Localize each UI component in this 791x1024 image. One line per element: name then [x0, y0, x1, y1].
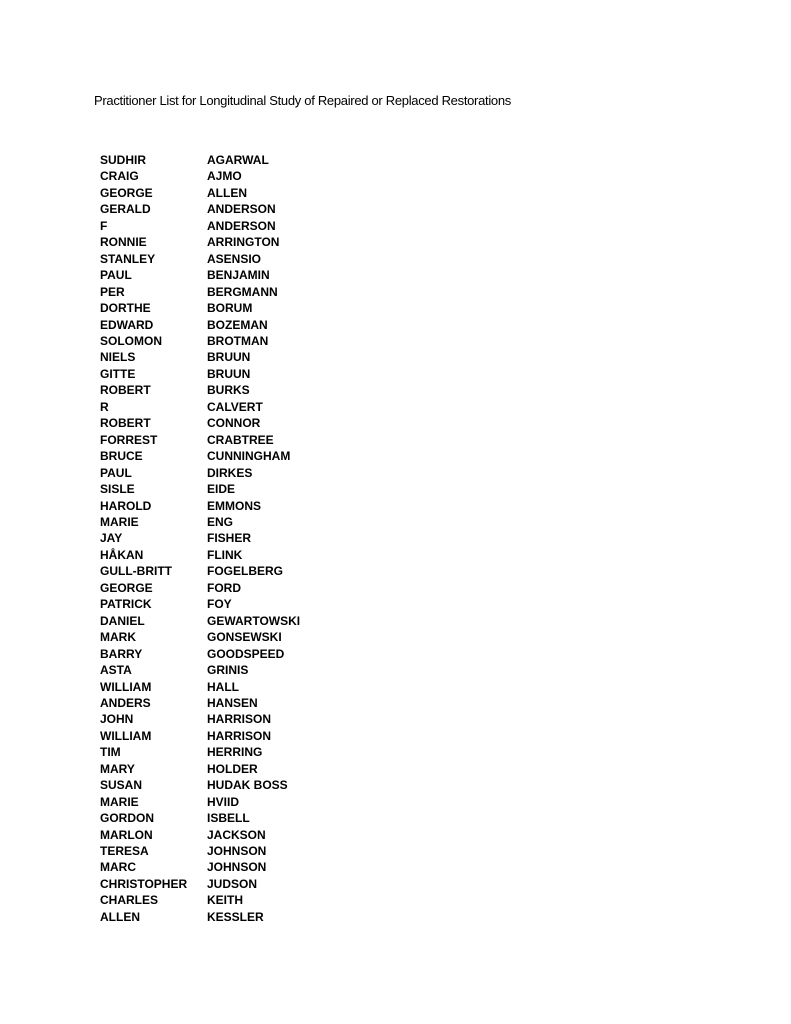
last-name-cell: ARRINGTON	[207, 235, 280, 250]
practitioner-row	[100, 415, 300, 431]
first-name-cell: MARY	[100, 761, 135, 776]
practitioner-row	[100, 267, 300, 283]
first-name-cell: DANIEL	[100, 613, 145, 628]
practitioner-row	[100, 284, 300, 300]
practitioner-row	[100, 333, 300, 349]
last-name-cell: GONSEWSKI	[207, 630, 282, 645]
last-name-cell: EIDE	[207, 482, 236, 497]
first-name-cell: BRUCE	[100, 449, 143, 464]
practitioner-row	[100, 448, 300, 464]
last-name-cell: ALLEN	[207, 185, 247, 200]
first-name-cell: BARRY	[100, 646, 143, 661]
last-name-cell: GRINIS	[207, 663, 249, 678]
last-name-cell: KEITH	[207, 893, 243, 908]
last-name-cell: ENG	[207, 514, 234, 529]
last-name-cell: KESSLER	[207, 909, 264, 924]
practitioner-row	[100, 530, 300, 546]
practitioner-row	[100, 761, 300, 777]
practitioner-row	[100, 251, 300, 267]
last-name-cell: FISHER	[207, 531, 252, 546]
first-name-cell: CHARLES	[100, 893, 159, 908]
last-name-cell: FOY	[207, 597, 232, 612]
first-name-cell: SUDHIR	[100, 153, 147, 167]
first-name-cell: PATRICK	[100, 597, 152, 612]
first-name-cell: JOHN	[100, 712, 134, 727]
practitioner-row	[100, 744, 300, 760]
practitioner-row	[100, 777, 300, 793]
last-name-cell: BOZEMAN	[207, 317, 268, 332]
first-name-cell: MARLON	[100, 827, 153, 842]
practitioner-row	[100, 810, 300, 826]
last-name-cell: FORD	[207, 580, 241, 595]
last-name-cell: BRUUN	[207, 366, 251, 381]
practitioner-row	[100, 432, 300, 448]
first-name-cell: WILLIAM	[100, 728, 152, 743]
practitioner-row	[100, 201, 300, 217]
last-name-cell: BURKS	[207, 383, 250, 398]
last-name-cell: HOLDER	[207, 761, 258, 776]
practitioner-row	[100, 728, 300, 744]
practitioner-row	[100, 234, 300, 250]
first-name-cell: ANDERS	[100, 695, 151, 710]
first-name-cell: CRAIG	[100, 169, 139, 184]
last-name-cell: HUDAK BOSS	[207, 778, 288, 793]
practitioner-row	[100, 679, 300, 695]
first-name-cell: GULL-BRITT	[100, 564, 172, 579]
practitioner-row	[100, 580, 300, 596]
practitioner-row	[100, 168, 300, 184]
practitioner-row	[100, 629, 300, 645]
first-name-cell: SISLE	[100, 482, 135, 497]
last-name-cell: JOHNSON	[207, 844, 267, 859]
practitioner-row	[100, 596, 300, 612]
first-name-cell: NIELS	[100, 350, 136, 365]
last-name-cell: HANSEN	[207, 695, 258, 710]
last-name-cell: CONNOR	[207, 416, 261, 431]
first-name-cell: ALLEN	[100, 909, 140, 924]
practitioner-row	[100, 662, 300, 678]
last-name-cell: BERGMANN	[207, 284, 278, 299]
practitioner-row	[100, 613, 300, 629]
first-name-cell: ROBERT	[100, 416, 151, 431]
practitioner-row	[100, 827, 300, 843]
practitioner-table	[100, 152, 300, 925]
last-name-cell: BORUM	[207, 301, 253, 316]
practitioner-row	[100, 646, 300, 662]
last-name-cell: HALL	[207, 679, 239, 694]
last-name-cell: BENJAMIN	[207, 268, 270, 283]
first-name-cell: SUSAN	[100, 778, 143, 793]
practitioner-row	[100, 794, 300, 810]
first-name-cell: RONNIE	[100, 235, 147, 250]
practitioner-row	[100, 300, 300, 316]
practitioner-row	[100, 892, 300, 908]
first-name-cell: WILLIAM	[100, 679, 152, 694]
last-name-cell: BROTMAN	[207, 333, 269, 348]
first-name-cell: SOLOMON	[100, 333, 162, 348]
last-name-cell: HARRISON	[207, 712, 272, 727]
last-name-cell: JUDSON	[207, 876, 258, 891]
first-name-cell: FORREST	[100, 432, 158, 447]
first-name-cell: R	[100, 399, 109, 414]
first-name-cell: TERESA	[100, 844, 149, 859]
first-name-cell: HAROLD	[100, 498, 152, 513]
last-name-cell: HERRING	[207, 745, 263, 760]
first-name-cell: GERALD	[100, 202, 151, 217]
first-name-cell: GITTE	[100, 366, 136, 381]
first-name-cell: F	[100, 218, 108, 233]
practitioner-row	[100, 711, 300, 727]
last-name-cell: HVIID	[207, 794, 240, 809]
first-name-cell: GEORGE	[100, 185, 153, 200]
last-name-cell: CUNNINGHAM	[207, 449, 291, 464]
practitioner-row	[100, 859, 300, 875]
practitioner-row	[100, 498, 300, 514]
first-name-cell: ROBERT	[100, 383, 151, 398]
first-name-cell: MARC	[100, 860, 136, 875]
practitioner-row	[100, 399, 300, 415]
practitioner-row	[100, 218, 300, 234]
first-name-cell: EDWARD	[100, 317, 154, 332]
practitioner-row	[100, 695, 300, 711]
last-name-cell: CALVERT	[207, 399, 263, 414]
practitioner-row	[100, 547, 300, 563]
practitioner-row	[100, 876, 300, 892]
practitioner-row	[100, 185, 300, 201]
last-name-cell: GEWARTOWSKI	[207, 613, 301, 628]
practitioner-row	[100, 366, 300, 382]
practitioner-row	[100, 349, 300, 365]
first-name-cell: JAY	[100, 531, 123, 546]
document-title: Practitioner List for Longitudinal Study of Repaired or Replaced Restorations	[94, 93, 511, 108]
first-name-cell: HÅKAN	[100, 547, 144, 562]
last-name-cell: CRABTREE	[207, 432, 274, 447]
first-name-cell: GEORGE	[100, 580, 153, 595]
first-name-cell: GORDON	[100, 811, 154, 826]
first-name-cell: TIM	[100, 745, 121, 760]
practitioner-row	[100, 317, 300, 333]
last-name-cell: GOODSPEED	[207, 646, 285, 661]
first-name-cell: ASTA	[100, 663, 132, 678]
first-name-cell: PER	[100, 284, 125, 299]
practitioner-row	[100, 843, 300, 859]
last-name-cell: DIRKES	[207, 465, 253, 480]
last-name-cell: JACKSON	[207, 827, 266, 842]
first-name-cell: MARIE	[100, 514, 139, 529]
last-name-cell: AJMO	[207, 169, 242, 184]
practitioner-row	[100, 481, 300, 497]
last-name-cell: AGARWAL	[207, 153, 269, 167]
last-name-cell: ISBELL	[207, 811, 250, 826]
practitioner-rows	[100, 152, 300, 925]
first-name-cell: STANLEY	[100, 251, 156, 266]
last-name-cell: FLINK	[207, 547, 243, 562]
first-name-cell: CHRISTOPHER	[100, 876, 188, 891]
practitioner-row	[100, 514, 300, 530]
last-name-cell: HARRISON	[207, 728, 272, 743]
last-name-cell: FOGELBERG	[207, 564, 284, 579]
first-name-cell: PAUL	[100, 465, 132, 480]
last-name-cell: ANDERSON	[207, 218, 276, 233]
last-name-cell: ASENSIO	[207, 251, 262, 266]
practitioner-row	[100, 909, 300, 925]
first-name-cell: MARIE	[100, 794, 139, 809]
practitioner-row	[100, 465, 300, 481]
first-name-cell: DORTHE	[100, 301, 151, 316]
last-name-cell: BRUUN	[207, 350, 251, 365]
last-name-cell: JOHNSON	[207, 860, 267, 875]
practitioner-row	[100, 382, 300, 398]
practitioner-row	[100, 152, 300, 168]
practitioner-row	[100, 563, 300, 579]
last-name-cell: ANDERSON	[207, 202, 276, 217]
last-name-cell: EMMONS	[207, 498, 261, 513]
first-name-cell: MARK	[100, 630, 136, 645]
first-name-cell: PAUL	[100, 268, 132, 283]
